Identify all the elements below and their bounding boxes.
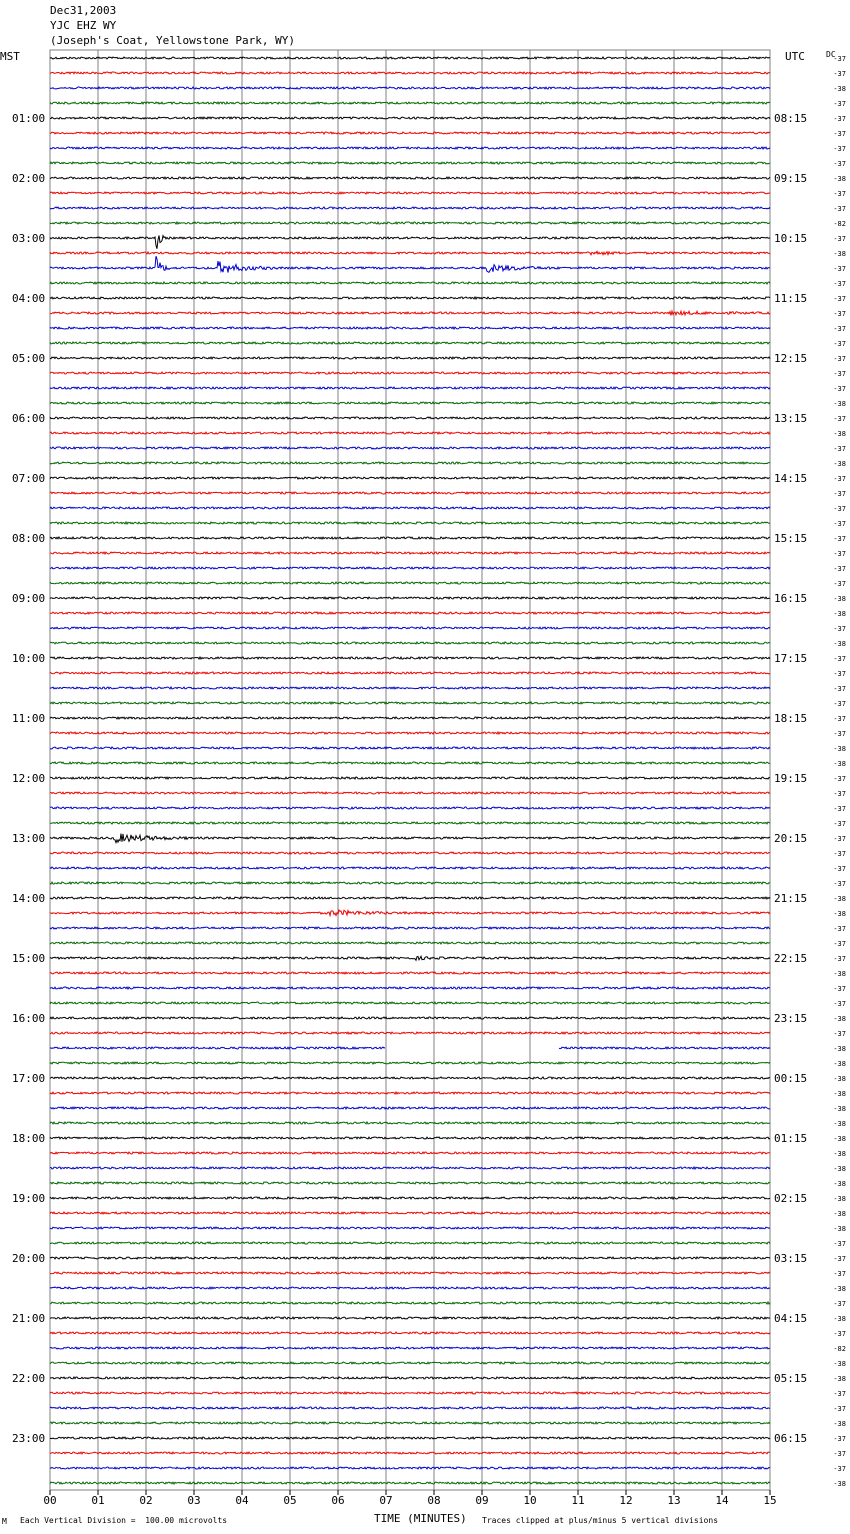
- seismic-trace: [50, 567, 770, 569]
- seismic-trace: [50, 597, 770, 599]
- mst-hour-label: 12:00: [12, 772, 46, 785]
- utc-hour-label: 19:15: [774, 772, 808, 785]
- dc-offset-label: -37: [833, 520, 846, 528]
- utc-hour-label: 20:15: [774, 832, 808, 845]
- dc-offset-label: -37: [833, 580, 846, 588]
- seismic-trace: [50, 1107, 770, 1109]
- dc-offset-label: -37: [833, 325, 846, 333]
- seismic-trace: [50, 717, 770, 719]
- seismic-trace: [50, 627, 770, 629]
- x-tick-label: 01: [91, 1494, 105, 1507]
- utc-hour-label: 23:15: [774, 1012, 808, 1025]
- dc-offset-label: -37: [833, 865, 846, 873]
- dc-offset-label: -37: [833, 565, 846, 573]
- dc-offset-label: -37: [833, 1435, 846, 1443]
- seismic-trace: [50, 1482, 770, 1484]
- dc-offset-label: -38: [833, 1480, 846, 1488]
- mst-hour-label: 18:00: [12, 1132, 46, 1145]
- x-tick-label: 02: [139, 1494, 153, 1507]
- x-tick-label: 08: [427, 1494, 441, 1507]
- dc-offset-label: -38: [833, 1015, 846, 1023]
- dc-offset-label: -37: [833, 550, 846, 558]
- seismic-trace: [50, 1227, 770, 1229]
- dc-offset-label: -38: [833, 175, 846, 183]
- seismic-trace: [50, 342, 770, 344]
- dc-offset-label: -37: [833, 940, 846, 948]
- location-label: (Joseph's Coat, Yellowstone Park, WY): [50, 34, 296, 47]
- seismic-trace: [50, 462, 770, 464]
- dc-offset-label: -82: [833, 1345, 846, 1353]
- dc-offset-label: -37: [833, 415, 846, 423]
- seismic-trace: [50, 747, 770, 749]
- seismic-trace: [50, 1407, 770, 1409]
- dc-offset-label: -38: [833, 640, 846, 648]
- utc-hour-label: 02:15: [774, 1192, 808, 1205]
- utc-hour-label: 08:15: [774, 112, 808, 125]
- seismic-trace: [50, 732, 770, 734]
- seismic-trace: [50, 807, 770, 809]
- utc-hour-label: 03:15: [774, 1252, 808, 1265]
- dc-offset-label: -37: [833, 625, 846, 633]
- utc-hour-label: 13:15: [774, 412, 808, 425]
- x-tick-label: 07: [379, 1494, 393, 1507]
- seismic-trace: [50, 117, 770, 119]
- dc-offset-label: -38: [833, 970, 846, 978]
- dc-offset-label: -37: [833, 235, 846, 243]
- dc-offset-label: -38: [833, 1420, 846, 1428]
- seismic-trace: [50, 492, 770, 494]
- seismic-trace: [50, 867, 770, 869]
- dc-offset-label: -37: [833, 115, 846, 123]
- seismic-trace: [50, 612, 770, 614]
- seismic-trace: [50, 1212, 770, 1214]
- utc-hour-label: 12:15: [774, 352, 808, 365]
- seismic-trace: [50, 882, 770, 884]
- mst-hour-label: 05:00: [12, 352, 46, 365]
- dc-offset-label: -38: [833, 460, 846, 468]
- mst-hour-label: 21:00: [12, 1312, 46, 1325]
- dc-offset-label: -37: [833, 730, 846, 738]
- dc-offset-label: -38: [833, 1105, 846, 1113]
- dc-offset-label: -37: [833, 820, 846, 828]
- x-tick-label: 13: [667, 1494, 681, 1507]
- mst-hour-label: 23:00: [12, 1432, 46, 1445]
- mst-hour-label: 16:00: [12, 1012, 46, 1025]
- dc-offset-label: -37: [833, 475, 846, 483]
- seismic-trace: [50, 1347, 770, 1349]
- mst-axis-label: MST: [0, 50, 20, 63]
- utc-hour-label: 21:15: [774, 892, 808, 905]
- mst-hour-label: 22:00: [12, 1372, 46, 1385]
- dc-offset-label: -37: [833, 850, 846, 858]
- seismic-trace: [50, 147, 770, 149]
- utc-axis-label: UTC: [785, 50, 805, 63]
- utc-hour-label: 16:15: [774, 592, 808, 605]
- seismic-trace: [50, 552, 770, 554]
- dc-offset-label: -38: [833, 1135, 846, 1143]
- dc-offset-label: -37: [833, 1000, 846, 1008]
- utc-hour-label: 10:15: [774, 232, 808, 245]
- dc-offset-label: -37: [833, 370, 846, 378]
- dc-offset-label: -38: [833, 1150, 846, 1158]
- seismic-trace: [50, 1092, 770, 1094]
- seismic-trace: [50, 1002, 770, 1004]
- dc-offset-label: -38: [833, 1315, 846, 1323]
- seismic-trace: [50, 297, 770, 299]
- dc-offset-label: -37: [833, 505, 846, 513]
- x-tick-label: 11: [571, 1494, 585, 1507]
- mst-hour-label: 03:00: [12, 232, 46, 245]
- dc-offset-label: -37: [833, 700, 846, 708]
- seismic-trace: [50, 927, 770, 929]
- mst-hour-label: 14:00: [12, 892, 46, 905]
- station-label: YJC EHZ WY: [50, 19, 117, 32]
- seismic-trace: [50, 702, 770, 704]
- dc-offset-label: -38: [833, 1180, 846, 1188]
- utc-hour-label: 11:15: [774, 292, 808, 305]
- seismic-trace: [50, 762, 770, 764]
- seismic-trace: [50, 1017, 770, 1019]
- seismic-trace: [50, 1257, 770, 1259]
- dc-offset-label: -38: [833, 1045, 846, 1053]
- seismic-trace: [50, 1032, 770, 1034]
- dc-label: DC: [826, 50, 836, 59]
- seismic-trace: [50, 256, 770, 272]
- dc-offset-label: -37: [833, 670, 846, 678]
- utc-hour-label: 18:15: [774, 712, 808, 725]
- dc-offset-label: -38: [833, 595, 846, 603]
- seismic-trace: [50, 1422, 770, 1424]
- seismic-trace: [50, 956, 770, 960]
- mst-hour-label: 20:00: [12, 1252, 46, 1265]
- dc-offset-label: -38: [833, 1075, 846, 1083]
- seismic-trace: [50, 282, 770, 284]
- dc-offset-label: -37: [833, 145, 846, 153]
- mst-hour-label: 08:00: [12, 532, 46, 545]
- dc-offset-label: -37: [833, 985, 846, 993]
- seismic-trace: [50, 1287, 770, 1289]
- seismic-trace: [50, 192, 770, 194]
- utc-hour-label: 22:15: [774, 952, 808, 965]
- dc-offset-label: -37: [833, 295, 846, 303]
- seismic-trace: [50, 417, 770, 419]
- x-tick-label: 04: [235, 1494, 249, 1507]
- seismic-trace: [50, 1272, 770, 1274]
- seismic-trace: [50, 657, 770, 659]
- mst-hour-label: 13:00: [12, 832, 46, 845]
- dc-offset-label: -37: [833, 1255, 846, 1263]
- x-tick-label: 05: [283, 1494, 297, 1507]
- seismic-trace: [50, 777, 770, 779]
- seismic-trace: [50, 822, 770, 824]
- seismic-trace: [50, 1182, 770, 1184]
- x-tick-label: 00: [43, 1494, 57, 1507]
- dc-offset-label: -37: [833, 340, 846, 348]
- seismic-trace: [50, 1047, 770, 1049]
- seismic-trace: [50, 87, 770, 89]
- seismic-trace: [50, 507, 770, 509]
- dc-offset-label: -37: [833, 265, 846, 273]
- seismic-trace: [50, 477, 770, 479]
- dc-offset-label: -37: [833, 205, 846, 213]
- x-tick-label: 03: [187, 1494, 201, 1507]
- seismic-trace: [50, 897, 770, 899]
- seismic-trace: [50, 1317, 770, 1319]
- seismic-trace: [50, 236, 770, 249]
- seismic-trace: [50, 1437, 770, 1439]
- dc-offset-label: -37: [833, 925, 846, 933]
- seismic-trace: [50, 177, 770, 179]
- trace-group: [50, 57, 770, 1484]
- dc-offset-label: -37: [833, 955, 846, 963]
- dc-offset-label: -38: [833, 1090, 846, 1098]
- x-tick-label: 14: [715, 1494, 729, 1507]
- dc-offset-label: -37: [833, 55, 846, 63]
- dc-offset-label: -37: [833, 1330, 846, 1338]
- dc-offset-label: -38: [833, 1195, 846, 1203]
- dc-offset-label: -38: [833, 1210, 846, 1218]
- seismic-trace: [50, 582, 770, 584]
- seismic-trace: [50, 207, 770, 209]
- dc-offset-label: -38: [833, 1120, 846, 1128]
- dc-offset-label: -37: [833, 535, 846, 543]
- seismic-trace: [50, 1242, 770, 1244]
- dc-offset-label: -38: [833, 1285, 846, 1293]
- x-tick-label: 10: [523, 1494, 537, 1507]
- dc-offset-label: -38: [833, 910, 846, 918]
- seismic-trace: [50, 1197, 770, 1199]
- mst-hour-label: 04:00: [12, 292, 46, 305]
- seismic-trace: [50, 251, 770, 255]
- seismic-trace: [50, 72, 770, 74]
- dc-offset-label: -37: [833, 100, 846, 108]
- dc-offset-label: -37: [833, 355, 846, 363]
- seismic-trace: [50, 1152, 770, 1154]
- clip-note: Traces clipped at plus/minus 5 vertical divisions: [482, 1516, 719, 1525]
- utc-hour-label: 17:15: [774, 652, 808, 665]
- dc-offset-label: -38: [833, 1375, 846, 1383]
- dc-offset-label: -37: [833, 685, 846, 693]
- mst-hour-label: 07:00: [12, 472, 46, 485]
- seismic-trace: [50, 522, 770, 524]
- seismic-trace: [50, 537, 770, 539]
- dc-offset-label: -37: [833, 655, 846, 663]
- dc-offset-label: -38: [833, 745, 846, 753]
- dc-offset-label: -38: [833, 85, 846, 93]
- seismic-trace: [50, 132, 770, 134]
- seismic-trace: [50, 1332, 770, 1334]
- x-tick-label: 12: [619, 1494, 633, 1507]
- dc-offset-label: -38: [833, 760, 846, 768]
- utc-hour-label: 14:15: [774, 472, 808, 485]
- x-tick-label: 06: [331, 1494, 345, 1507]
- dc-offset-label: -37: [833, 1465, 846, 1473]
- dc-offset-label: -37: [833, 70, 846, 78]
- utc-hour-label: 00:15: [774, 1072, 808, 1085]
- dc-offset-label: -38: [833, 1360, 846, 1368]
- seismic-trace: [50, 1467, 770, 1469]
- seismic-trace: [50, 311, 770, 315]
- seismic-trace: [50, 327, 770, 329]
- utc-hour-label: 15:15: [774, 532, 808, 545]
- x-tick-label: 15: [763, 1494, 777, 1507]
- mst-hour-label: 15:00: [12, 952, 46, 965]
- dc-offset-label: -37: [833, 445, 846, 453]
- dc-offset-label: -37: [833, 835, 846, 843]
- mst-hour-label: 17:00: [12, 1072, 46, 1085]
- seismic-trace: [50, 792, 770, 794]
- seismic-trace: [50, 834, 770, 843]
- utc-hour-label: 05:15: [774, 1372, 808, 1385]
- seismic-trace: [50, 1137, 770, 1139]
- seismic-trace: [50, 1392, 770, 1394]
- seismic-trace: [50, 672, 770, 674]
- dc-offset-label: -38: [833, 610, 846, 618]
- x-tick-label: 09: [475, 1494, 489, 1507]
- mst-hour-label: 11:00: [12, 712, 46, 725]
- seismic-trace: [50, 1452, 770, 1454]
- dc-offset-label: -37: [833, 1240, 846, 1248]
- dc-offset-label: -37: [833, 190, 846, 198]
- dc-offset-label: -82: [833, 220, 846, 228]
- dc-offset-label: -38: [833, 1165, 846, 1173]
- seismic-trace: [50, 162, 770, 164]
- seismic-trace: [50, 1122, 770, 1124]
- seismic-trace: [50, 402, 770, 404]
- mst-hour-label: 09:00: [12, 592, 46, 605]
- seismic-trace: [50, 987, 770, 989]
- dc-offset-label: -37: [833, 1450, 846, 1458]
- seismic-trace: [50, 1377, 770, 1379]
- dc-offset-label: -37: [833, 1390, 846, 1398]
- dc-offset-label: -38: [833, 400, 846, 408]
- seismic-trace: [50, 642, 770, 644]
- seismic-trace: [50, 852, 770, 854]
- seismic-trace: [50, 57, 770, 59]
- scale-note: Each Vertical Division = 100.00 microvolts: [20, 1516, 228, 1525]
- seismic-trace: [50, 372, 770, 374]
- seismic-trace: [50, 910, 770, 915]
- dc-offset-label: -38: [833, 250, 846, 258]
- dc-offset-label: -37: [833, 1270, 846, 1278]
- seismic-trace: [50, 1077, 770, 1079]
- dc-offset-label: -37: [833, 130, 846, 138]
- seismic-trace: [50, 1302, 770, 1304]
- utc-hour-label: 06:15: [774, 1432, 808, 1445]
- seismic-trace: [50, 1062, 770, 1064]
- mst-hour-label: 10:00: [12, 652, 46, 665]
- seismic-trace: [50, 102, 770, 104]
- dc-offset-label: -37: [833, 1405, 846, 1413]
- seismic-trace: [50, 972, 770, 974]
- utc-hour-label: 01:15: [774, 1132, 808, 1145]
- dc-offset-label: -37: [833, 790, 846, 798]
- dc-offset-label: -37: [833, 805, 846, 813]
- date-label: Dec31,2003: [50, 4, 117, 17]
- dc-offset-label: -37: [833, 715, 846, 723]
- seismic-trace: [50, 1167, 770, 1169]
- seismic-trace: [50, 222, 770, 224]
- dc-offset-label: -37: [833, 1300, 846, 1308]
- utc-hour-label: 04:15: [774, 1312, 808, 1325]
- dc-offset-label: -37: [833, 490, 846, 498]
- dc-offset-label: -37: [833, 775, 846, 783]
- corner-mark: M: [2, 1517, 7, 1526]
- dc-offset-label: -38: [833, 1060, 846, 1068]
- seismic-trace: [50, 387, 770, 389]
- seismic-trace: [50, 447, 770, 449]
- seismic-trace: [50, 942, 770, 944]
- seismic-trace: [50, 357, 770, 359]
- seismic-trace: [50, 1362, 770, 1364]
- mst-hour-label: 06:00: [12, 412, 46, 425]
- dc-offset-label: -37: [833, 160, 846, 168]
- utc-hour-label: 09:15: [774, 172, 808, 185]
- dc-offset-label: -38: [833, 430, 846, 438]
- seismic-trace: [50, 687, 770, 689]
- axis-labels: [12, 55, 846, 1507]
- x-axis-title: TIME (MINUTES): [374, 1512, 467, 1525]
- mst-hour-label: 02:00: [12, 172, 46, 185]
- dc-offset-label: -37: [833, 1030, 846, 1038]
- dc-offset-label: -37: [833, 385, 846, 393]
- dc-offset-label: -37: [833, 310, 846, 318]
- dc-offset-label: -37: [833, 880, 846, 888]
- mst-hour-label: 19:00: [12, 1192, 46, 1205]
- mst-hour-label: 01:00: [12, 112, 46, 125]
- dc-offset-label: -37: [833, 280, 846, 288]
- dc-offset-label: -38: [833, 1225, 846, 1233]
- seismic-trace: [50, 432, 770, 434]
- dc-offset-label: -38: [833, 895, 846, 903]
